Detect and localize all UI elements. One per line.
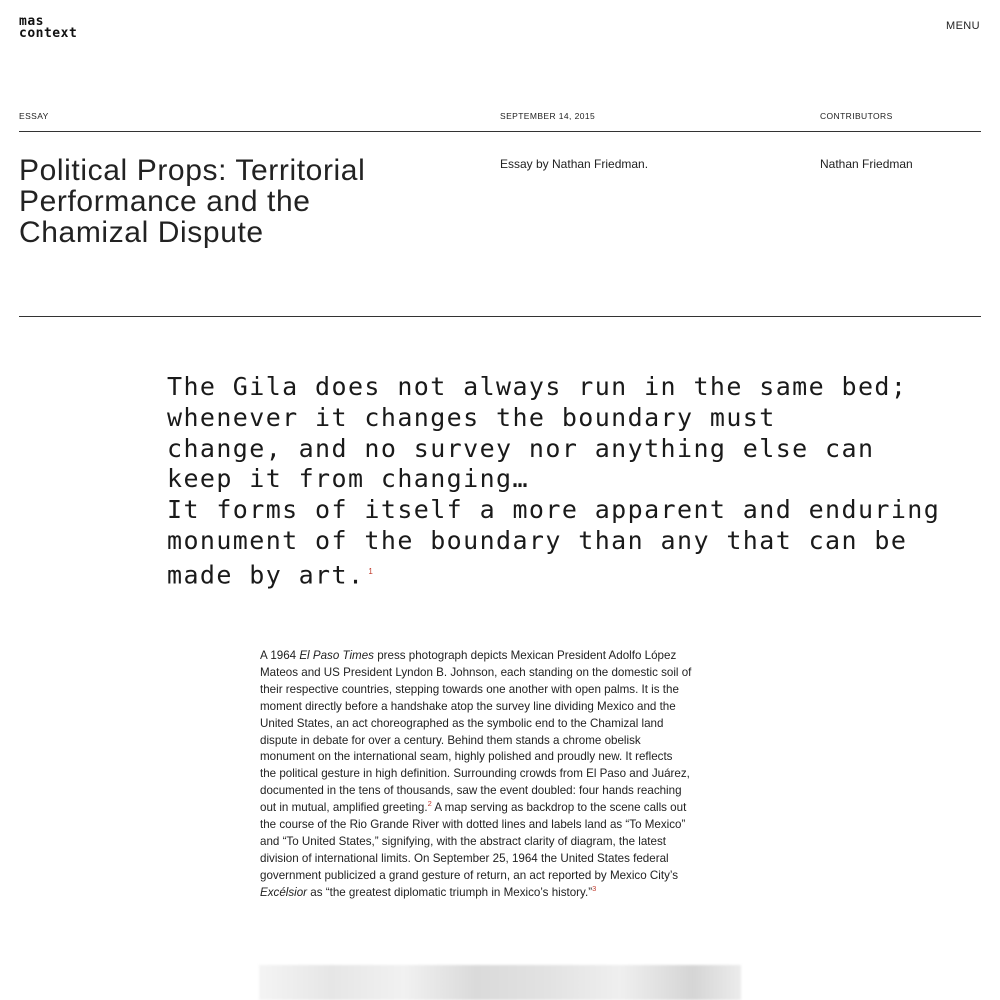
site-logo[interactable] (19, 16, 111, 40)
footnote-ref-2[interactable]: 2 (427, 799, 432, 809)
epigraph-line: change, and no survey nor anything else can (167, 433, 875, 463)
header-divider (19, 131, 981, 132)
body-text: A 1964 (260, 649, 300, 662)
epigraph-line: made by art. (167, 560, 365, 590)
logo-line-2: context (19, 26, 78, 41)
body-line: moment directly before a handshake atop the survey line dividing Mexico and the (260, 699, 676, 713)
body-line: division of international limits. On September 25, 1964 the United States federal (260, 851, 669, 865)
body-line (260, 885, 745, 902)
publication-name: Excélsior (260, 885, 308, 899)
epigraph-quote (167, 372, 941, 591)
date-label: SEPTEMBER 14, 2015 (500, 111, 596, 121)
epigraph-line: keep it from changing… (167, 464, 529, 494)
body-line: documented in the tens of thousands, saw the event doubled: four hands reaching (260, 784, 682, 798)
body-paragraph (260, 648, 745, 902)
body-line (260, 648, 745, 665)
body-line: government publicized a grand gesture of return, an act reported by Mexico City’s (260, 868, 679, 882)
body-line: the course of the Rio Grande River with dotted lines and labels land as “To Mexico” (260, 818, 686, 832)
body-line: dispute in debate for over a century. Behind them stands a chrome obelisk (260, 733, 641, 747)
contributor-link[interactable]: Nathan Friedman (820, 157, 913, 171)
title-divider (19, 316, 981, 317)
body-text: A map serving as backdrop to the scene calls out (431, 801, 687, 815)
article-image (259, 965, 741, 1000)
menu-button[interactable]: MENU (946, 20, 980, 32)
body-line: United States, an act choreographed as the symbolic end to the Chamizal land (260, 716, 664, 730)
logo-line-1: mas (19, 14, 44, 29)
body-line (260, 800, 745, 817)
body-line: and “To United States,” signifying, with the abstract clarity of diagram, the latest (260, 834, 666, 848)
footnote-ref-1[interactable]: 1 (368, 566, 373, 576)
publication-name: El Paso Times (299, 649, 374, 662)
body-text: out in mutual, amplified greeting. (260, 801, 428, 815)
article-byline: Essay by Nathan Friedman. (500, 157, 649, 171)
article-title: Political Props: Territorial Performance and the Chamizal Dispute (19, 154, 366, 249)
body-text: as “the greatest diplomatic triumph in Mexico’s history.” (307, 885, 593, 899)
footnote-ref-3[interactable]: 3 (592, 883, 597, 893)
body-line: their respective countries, stepping towards one another with open palms. It is the (260, 682, 679, 696)
epigraph-last-line (167, 557, 847, 591)
epigraph-line: It forms of itself a more apparent and enduring (167, 495, 941, 525)
body-line: the political gesture in high definition. Surrounding crowds from El Paso and Juárez, (260, 767, 690, 781)
contributors-label: CONTRIBUTORS (820, 111, 893, 121)
body-line: Mateos and US President Lyndon B. Johnson, each standing on the domestic soil of (260, 665, 692, 679)
body-text: press photograph depicts Mexican President Adolfo López (373, 649, 677, 662)
epigraph-line: The Gila does not always run in the same bed; (167, 372, 908, 401)
epigraph-line: whenever it changes the boundary must (167, 402, 776, 432)
type-label: ESSAY (19, 111, 49, 121)
epigraph-line: monument of the boundary than any that can be (167, 525, 908, 555)
body-line: monument on the international seam, highly polished and proudly new. It reflects (260, 750, 673, 764)
